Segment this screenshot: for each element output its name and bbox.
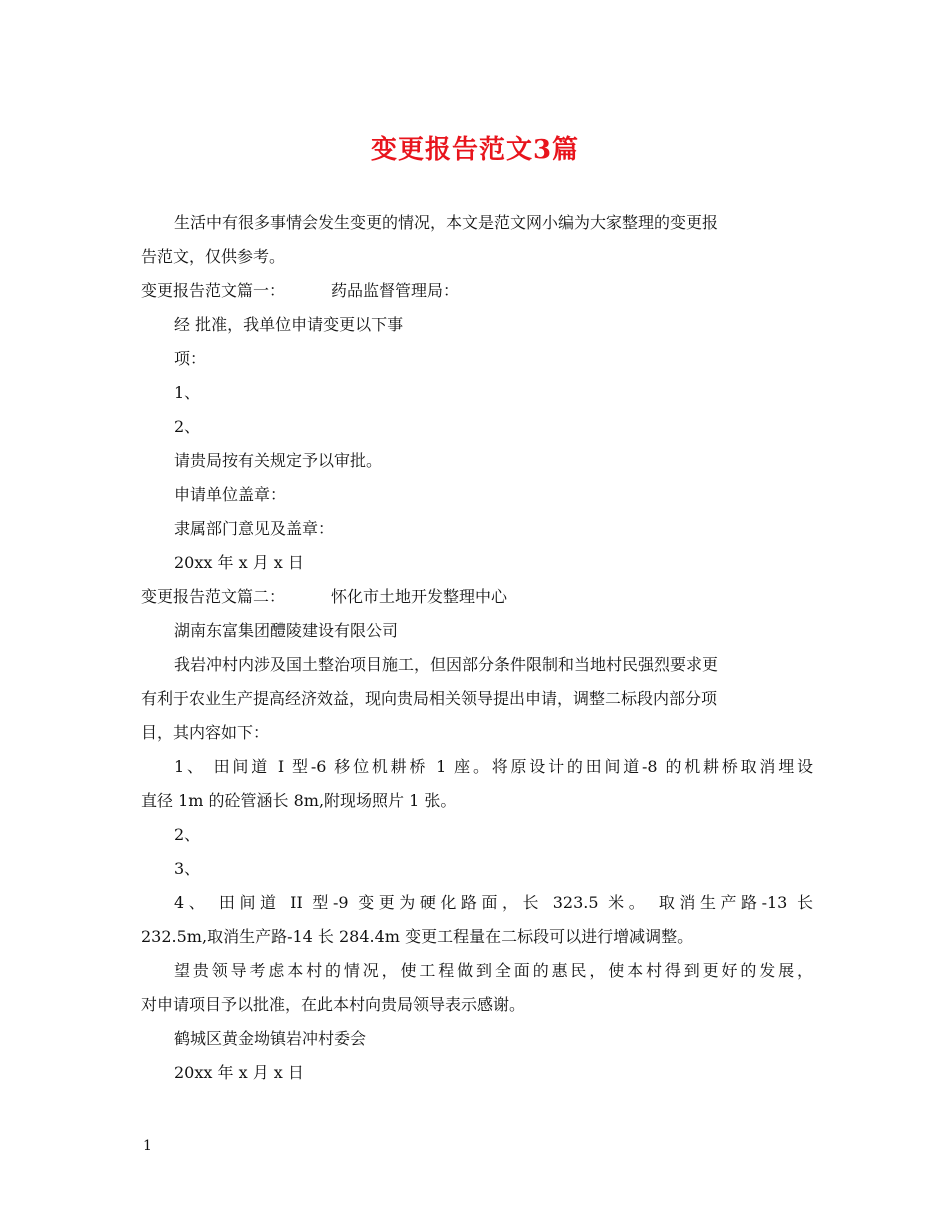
section2-closing-line-1: 望贵领导考虑本村的情况，使工程做到全面的惠民，使本村得到更好的发展， [174,961,813,980]
section1-seal: 申请单位盖章： [174,485,287,504]
section1-heading-line [141,274,813,308]
section1-recipient: 药品监督管理局： [331,281,460,300]
intro-line-2: 告范文，仅供参考。 [141,247,286,266]
section1-body-1: 经 批准，我单位申请变更以下事 [174,315,404,334]
section2-item1-line-2: 直径 1m 的砼管涵长 8m,附现场照片 1 张。 [141,791,457,810]
section2-para1-line-3: 目，其内容如下： [141,723,270,742]
section2-closing-line-2: 对申请项目予以批准，在此本村向贵局领导表示感谢。 [141,995,526,1014]
intro-line-1: 生活中有很多事情会发生变更的情况，本文是范文网小编为大家整理的变更报 [174,213,719,232]
section2-date: 20xx 年 x 月 x 日 [174,1063,304,1082]
section1-dept: 隶属部门意见及盖章： [174,519,335,538]
section1-date: 20xx 年 x 月 x 日 [174,553,304,572]
section2-item1-line-1: 1、 田间道 I 型-6 移位机耕桥 1 座。将原设计的田间道-8 的机耕桥取消埋设 [174,757,813,776]
section2-item4-line-2: 232.5m,取消生产路-14 长 284.4m 变更工程量在二标段可以进行增减调整。 [141,927,694,946]
section2-item-3: 3、 [174,859,201,878]
section2-item4-line-1: 4、 田间道 II 型-9 变更为硬化路面，长 323.5 米。 取消生产路-13 长 [174,893,813,912]
section2-signer: 鹤城区黄金坳镇岩冲村委会 [174,1029,367,1048]
section1-heading: 变更报告范文篇一： [141,281,286,300]
section2-heading-line [141,580,813,614]
section2-para1-line-2: 有利于农业生产提高经济效益，现向贵局相关领导提出申请，调整二标段内部分项 [141,689,718,708]
page-number: 1 [143,1138,152,1154]
section1-request: 请贵局按有关规定予以审批。 [174,451,383,470]
section1-item-1: 1、 [174,383,201,402]
document-body [141,206,813,1090]
section1-body-2: 项： [174,349,207,368]
section2-recipient: 怀化市土地开发整理中心 [331,587,508,606]
section2-heading: 变更报告范文篇二： [141,587,286,606]
section2-para1-line-1: 我岩冲村内涉及国土整治项目施工，但因部分条件限制和当地村民强烈要求更 [174,655,719,674]
document-title: 变更报告范文3篇 [370,135,580,165]
section1-item-2: 2、 [174,417,201,436]
section2-item-2: 2、 [174,825,201,844]
section2-company: 湖南东富集团醴陵建设有限公司 [174,621,399,640]
